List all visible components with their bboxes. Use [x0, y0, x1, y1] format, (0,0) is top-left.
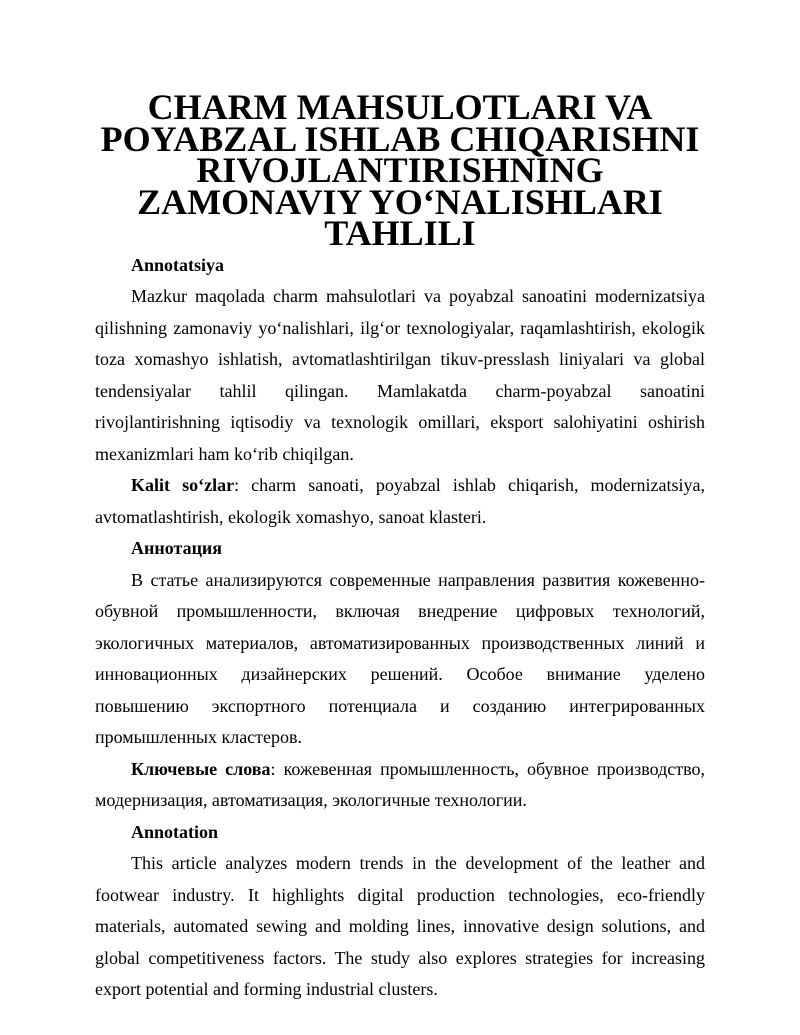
uz-keywords-text: : charm sanoati, poyabzal ishlab chiqarish, modernizatsiya, avtomatlashtirish, ekologik xomashyo, sanoat klasteri. [95, 475, 705, 527]
ru-abstract-heading: Аннотация [131, 538, 223, 558]
en-abstract-body: This article analyzes modern trends in the development of the leather and footwear industry. It highlights digital production technologies, eco-friendly materials, automated sewing and molding lines, innovative design solutions, and global competitiveness factors. The study also explores strategies for increasing export potential and forming industrial clusters. [95, 853, 705, 999]
uz-keywords-label: Kalit so‘zlar [131, 475, 235, 495]
en-abstract-heading: Annotation [131, 821, 219, 842]
ru-keywords [95, 754, 705, 817]
uz-keywords [95, 470, 705, 533]
article-title [95, 87, 705, 253]
ru-keywords-label: Ключевые слова [131, 758, 271, 779]
uz-abstract-heading: Annotatsiya [131, 254, 225, 275]
ru-keywords-text: : кожевенная промышленность, обувное производство, модернизация, автоматизация, экологичные технологии. [95, 758, 706, 810]
ru-abstract-body: В статье анализируются современные направления развития кожевенно-обувной промышленности, включая внедрение цифровых технологий, экологичных материалов, автоматизированных производственных линий и инновационных дизайнерских решений. Особое внимание уделено повышению экспортного потенциала и созданию интегрированных промышленных кластеров. [95, 569, 705, 747]
article-title-line-2: RIVOJLANTIRISHNING ZAMONAVIY YO‘NALISHLARI TAHLILI [137, 150, 663, 253]
article-title-line-1: CHARM MAHSULOTLARI VA POYABZAL ISHLAB CHIQARISHNI [100, 87, 700, 159]
uz-abstract-body: Mazkur maqolada charm mahsulotlari va poyabzal sanoatini modernizatsiya qilishning zamonaviy yo‘nalishlari, ilg‘or texnologiyalar, raqamlashtirish, ekologik toza xomashyo ishlatish, avtomatlashtirilgan tikuv-presslash liniyalari va global tendensiyalar tahlil qilingan. Mamlakatda charm-poyabzal sanoatini rivojlantirishning iqtisodiy va texnologik omillari, eksport salohiyatini oshirish mexanizmlari ham ko‘rib chiqilgan. [95, 286, 705, 464]
